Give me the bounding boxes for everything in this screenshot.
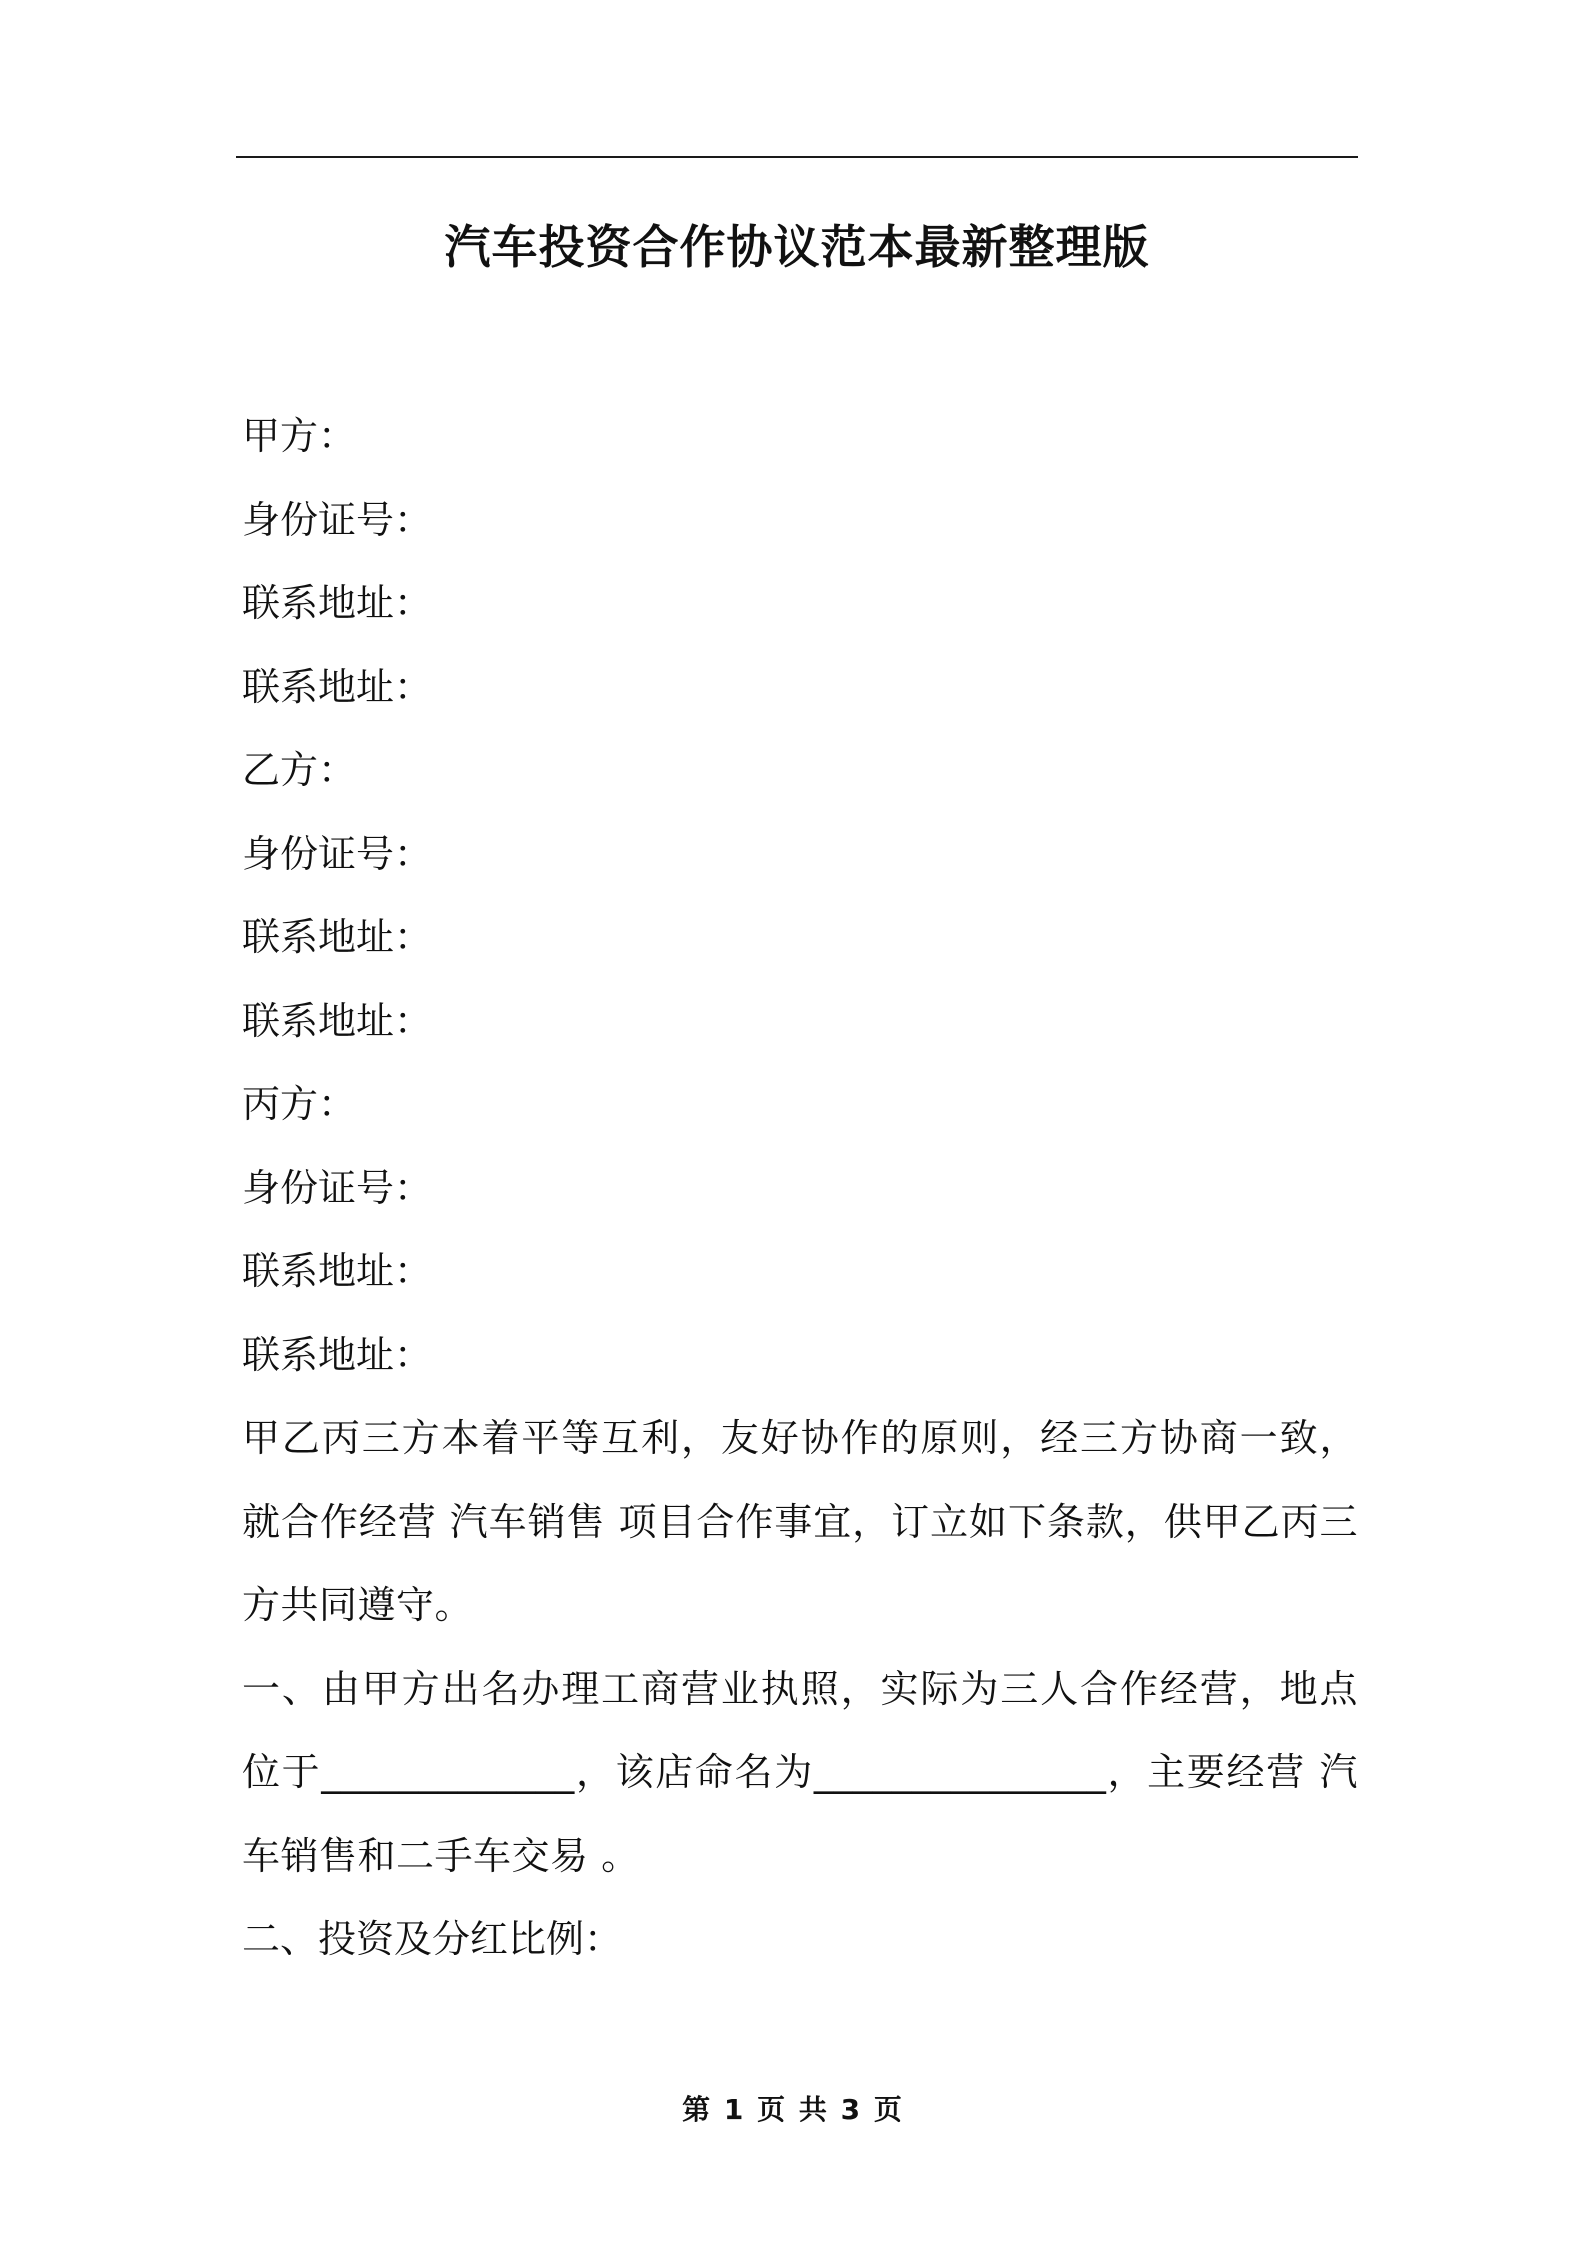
party-c-name-label: 丙方： bbox=[242, 1082, 357, 1126]
page-indicator: 第 1 页 共 3 页 bbox=[682, 2093, 904, 2126]
clause-2-heading: 二、投资及分红比例： bbox=[242, 1917, 623, 1961]
party-c-block bbox=[242, 1063, 1358, 1397]
party-a-address-label-1: 联系地址： bbox=[242, 581, 433, 625]
party-b-block bbox=[242, 729, 1358, 1063]
party-a-address-label-2: 联系地址： bbox=[242, 664, 433, 709]
party-c-id-label: 身份证号： bbox=[242, 1165, 433, 1210]
document-title: 汽车投资合作协议范本最新整理版 bbox=[444, 220, 1150, 274]
party-a-name-label: 甲方： bbox=[242, 414, 357, 458]
party-c-address-label-2: 联系地址： bbox=[242, 1332, 433, 1377]
clause-1-paragraph: 一、由甲方出名办理工商营业执照，实际为三人合作经营，地点位于_____________，该店命名为_______________，主要经营 汽车销售和二手车交易 。 bbox=[242, 1666, 1358, 1878]
preamble-paragraph: 甲乙丙三方本着平等互利，友好协作的原则，经三方协商一致，就合作经营 汽车销售 项目合作事宜，订立如下条款，供甲乙丙三方共同遵守。 bbox=[242, 1416, 1358, 1627]
document-body bbox=[242, 395, 1358, 1982]
header-rule bbox=[236, 156, 1358, 158]
party-a-id-label: 身份证号： bbox=[242, 497, 433, 542]
party-b-address-label-2: 联系地址： bbox=[242, 998, 433, 1043]
party-c-address-label-1: 联系地址： bbox=[242, 1249, 433, 1293]
party-b-id-label: 身份证号： bbox=[242, 831, 433, 876]
party-b-address-label-1: 联系地址： bbox=[242, 915, 433, 959]
party-b-name-label: 乙方： bbox=[242, 748, 357, 792]
party-a-block bbox=[242, 395, 1358, 729]
